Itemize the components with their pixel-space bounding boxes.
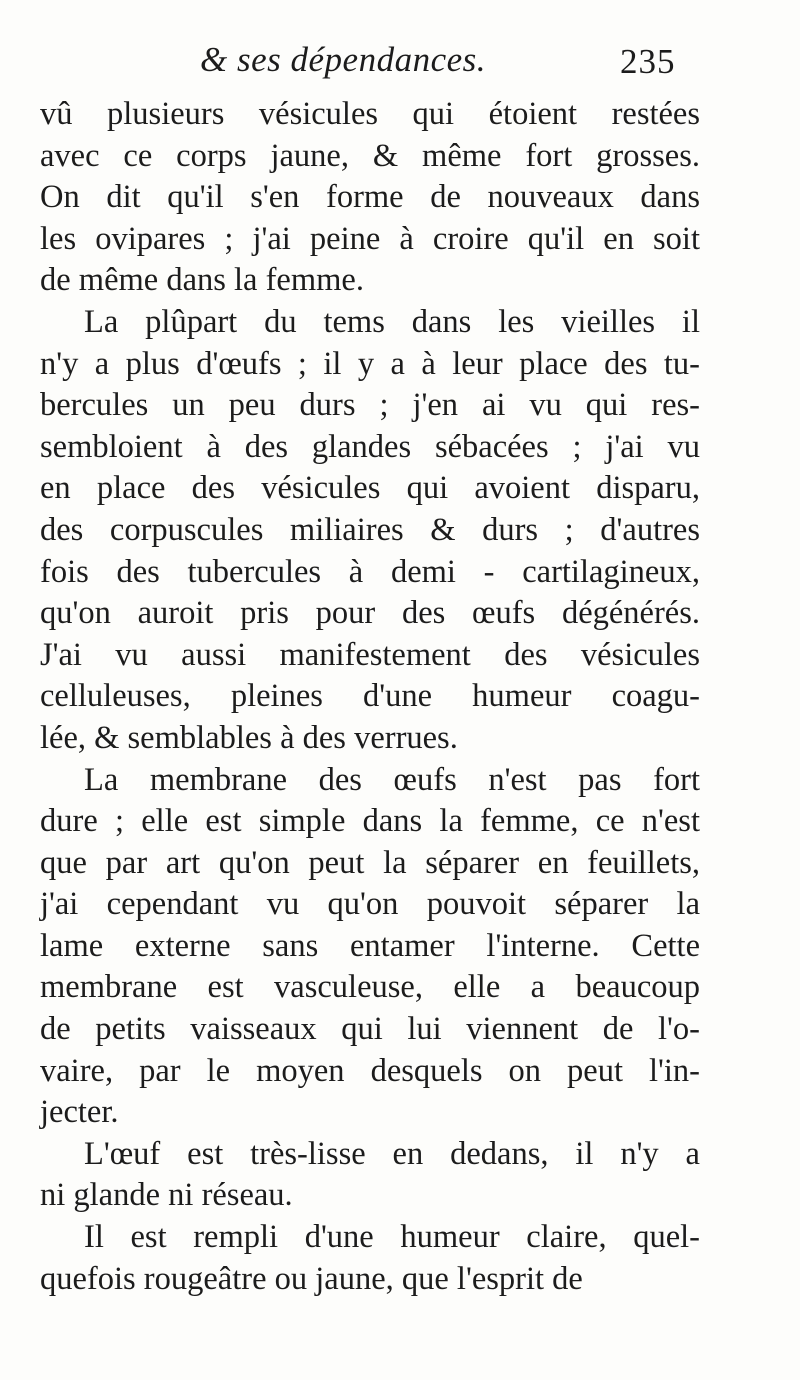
paragraph bbox=[40, 302, 700, 760]
text-line: que par art qu'on peut la séparer en feuillets, bbox=[40, 844, 700, 881]
text-line: dure ; elle est simple dans la femme, ce n'est bbox=[40, 803, 700, 840]
running-title: & ses dépendances. bbox=[200, 40, 487, 79]
text-line: vaire, par le moyen desquels on peut l'in- bbox=[40, 1052, 700, 1089]
text-line: vû plusieurs vésicules qui étoient restées bbox=[40, 96, 700, 132]
body-text bbox=[40, 94, 700, 1300]
text-line: La membrane des œufs n'est pas fort bbox=[84, 761, 700, 798]
text-line: en place des vésicules qui avoient disparu, bbox=[40, 470, 700, 507]
text-line: qu'on auroit pris pour des œufs dégénérés. bbox=[40, 595, 700, 632]
text-line: de petits vaisseaux qui lui viennent de l'o- bbox=[40, 1011, 700, 1048]
running-head bbox=[0, 40, 800, 90]
text-line: j'ai cependant vu qu'on pouvoit séparer la bbox=[40, 886, 700, 923]
text-line: sembloient à des glandes sébacées ; j'ai vu bbox=[40, 428, 700, 465]
page-number: 235 bbox=[620, 42, 676, 81]
paragraph bbox=[40, 760, 700, 1134]
text-line: L'œuf est très-lisse en dedans, il n'y a bbox=[84, 1135, 700, 1172]
text-line: Il est rempli d'une humeur claire, quel- bbox=[84, 1219, 700, 1256]
text-line: La plûpart du tems dans les vieilles il bbox=[84, 303, 700, 340]
text-line: les ovipares ; j'ai peine à croire qu'il en soit bbox=[40, 220, 700, 257]
text-line: n'y a plus d'œufs ; il y a à leur place des tu- bbox=[40, 345, 700, 382]
text-line: bercules un peu durs ; j'en ai vu qui res- bbox=[40, 387, 700, 424]
text-line: avec ce corps jaune, & même fort grosses. bbox=[40, 137, 700, 174]
paragraph bbox=[40, 1134, 700, 1217]
text-line: fois des tubercules à demi - cartilagineux, bbox=[40, 553, 700, 590]
text-line: celluleuses, pleines d'une humeur coagu- bbox=[40, 678, 700, 715]
text-line: jecter. bbox=[40, 1094, 119, 1131]
text-line: quefois rougeâtre ou jaune, que l'esprit de bbox=[40, 1260, 583, 1297]
text-line: membrane est vasculeuse, elle a beaucoup bbox=[40, 969, 700, 1006]
text-line: de même dans la femme. bbox=[40, 262, 364, 299]
text-line: On dit qu'il s'en forme de nouveaux dans bbox=[40, 179, 700, 216]
paragraph bbox=[40, 1217, 700, 1300]
text-line: des corpuscules miliaires & durs ; d'autres bbox=[40, 511, 700, 548]
text-line: lée, & semblables à des verrues. bbox=[40, 719, 458, 756]
paragraph bbox=[40, 94, 700, 302]
text-line: J'ai vu aussi manifestement des vésicules bbox=[40, 636, 700, 673]
text-line: lame externe sans entamer l'interne. Cette bbox=[40, 927, 700, 964]
text-line: ni glande ni réseau. bbox=[40, 1177, 293, 1214]
